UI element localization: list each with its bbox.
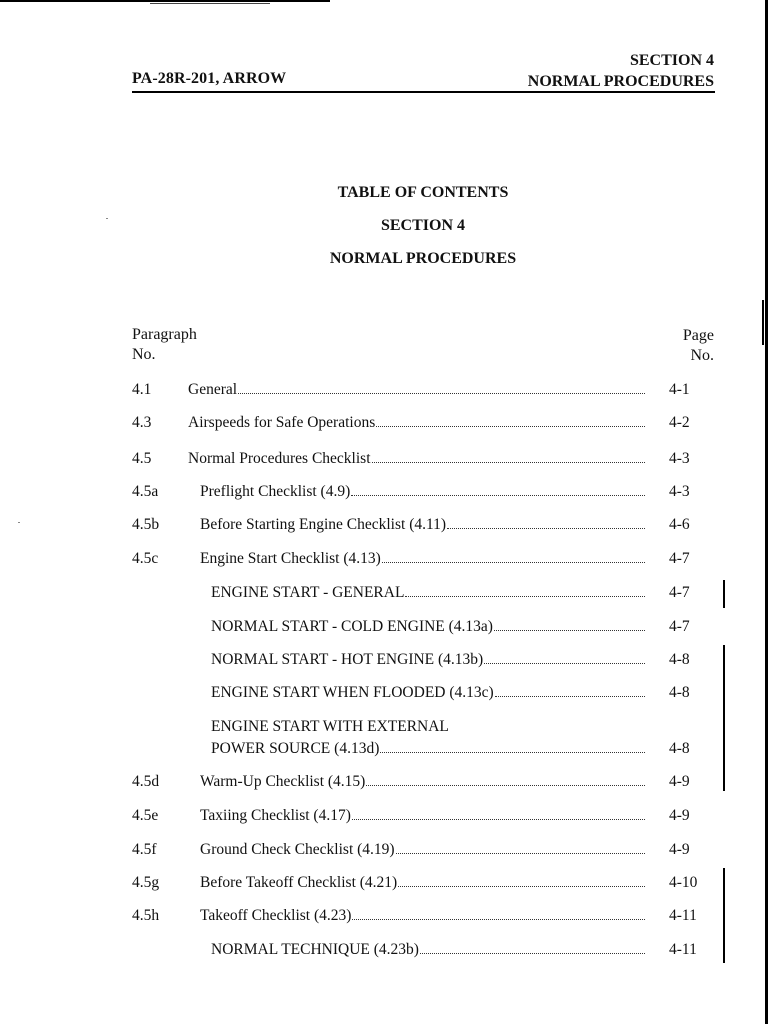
- entry-number: 4.5b: [132, 516, 160, 533]
- column-header-page-line2: No.: [690, 347, 714, 364]
- entry-page: 4-7: [669, 550, 690, 567]
- entry-page: 4-11: [669, 907, 697, 924]
- scan-edge-line: [150, 3, 270, 4]
- entry-title-leader: [200, 807, 648, 825]
- revision-bar: [723, 645, 725, 791]
- entry-number: 4.5c: [132, 550, 159, 567]
- scan-edge-line: [0, 0, 330, 2]
- entry-title: Before Takeoff Checklist (4.21): [200, 874, 398, 891]
- entry-title-leader: [200, 907, 648, 925]
- toc-entry[interactable]: [0, 684, 768, 708]
- dot-leader: [396, 853, 645, 854]
- toc-entry[interactable]: [0, 907, 768, 931]
- entry-title-leader: [211, 941, 648, 959]
- entry-title: Warm-Up Checklist (4.15): [200, 773, 366, 790]
- toc-entry[interactable]: [0, 450, 768, 474]
- entry-page: 4-7: [669, 618, 690, 635]
- entry-number: 4.3: [132, 414, 152, 431]
- header-rule: [132, 91, 715, 93]
- dot-leader: [420, 953, 645, 954]
- entry-number: 4.5e: [132, 807, 159, 824]
- entry-title: NORMAL START - HOT ENGINE (4.13b): [211, 651, 484, 668]
- toc-entry[interactable]: [0, 516, 768, 540]
- entry-title: Ground Check Checklist (4.19): [200, 841, 395, 858]
- entry-page: 4-3: [669, 483, 690, 500]
- header-section-number: SECTION 4: [629, 52, 714, 69]
- entry-page: 4-9: [669, 807, 690, 824]
- dot-leader: [447, 528, 645, 529]
- dot-leader: [484, 663, 645, 664]
- entry-title: Takeoff Checklist (4.23): [200, 907, 352, 924]
- dot-leader: [398, 886, 645, 887]
- entry-page: 4-10: [669, 874, 698, 891]
- column-header-page: [683, 326, 714, 366]
- header-model: PA-28R-201, ARROW: [132, 70, 287, 87]
- entry-title: General: [188, 381, 238, 398]
- entry-page: 4-3: [669, 450, 690, 467]
- entry-title-leader: [188, 381, 648, 399]
- toc-title: TABLE OF CONTENTS: [337, 184, 509, 201]
- scan-edge-line: [762, 300, 764, 345]
- entry-title-leader: [200, 550, 648, 568]
- toc-entry[interactable]: [0, 483, 768, 507]
- toc-entry[interactable]: [0, 381, 768, 405]
- dot-leader: [376, 426, 645, 427]
- toc-entry[interactable]: [0, 807, 768, 831]
- entry-title-leader: [211, 740, 648, 758]
- entry-title-leader: [200, 516, 648, 534]
- header-section: [528, 50, 714, 92]
- revision-bar: [723, 868, 725, 963]
- toc-entry[interactable]: [0, 584, 768, 608]
- toc-subtitle: NORMAL PROCEDURES: [329, 250, 517, 267]
- entry-page: 4-9: [669, 773, 690, 790]
- entry-page: 4-8: [669, 651, 690, 668]
- dot-leader: [352, 819, 645, 820]
- entry-title-leader: [200, 773, 648, 791]
- entry-title: Before Starting Engine Checklist (4.11): [200, 516, 447, 533]
- toc-entry[interactable]: [0, 773, 768, 797]
- dot-leader: [351, 495, 645, 496]
- entry-title-leader: [188, 450, 648, 468]
- column-header-paragraph: [132, 325, 197, 365]
- toc-entry[interactable]: [0, 841, 768, 865]
- revision-bar: [723, 580, 725, 608]
- entry-page: 4-11: [669, 941, 697, 958]
- entry-page: 4-8: [669, 684, 690, 701]
- toc-entry[interactable]: [0, 718, 768, 766]
- toc-entry[interactable]: [0, 651, 768, 675]
- entry-title: ENGINE START WHEN FLOODED (4.13c): [211, 684, 494, 701]
- toc-entry[interactable]: [0, 414, 768, 438]
- dot-leader: [238, 393, 645, 394]
- toc-entry[interactable]: [0, 874, 768, 898]
- entry-title-leader: [188, 414, 648, 432]
- entry-number: 4.5d: [132, 773, 160, 790]
- entry-page: 4-1: [669, 381, 690, 398]
- toc-entry[interactable]: [0, 618, 768, 642]
- entry-title-line1: ENGINE START WITH EXTERNAL: [211, 718, 449, 735]
- dot-leader: [405, 596, 645, 597]
- toc-section: SECTION 4: [380, 217, 466, 234]
- entry-title: ENGINE START - GENERAL: [211, 584, 405, 601]
- dot-leader: [366, 785, 645, 786]
- entry-title: Preflight Checklist (4.9): [200, 483, 351, 500]
- entry-title-leader: [200, 841, 648, 859]
- entry-title: NORMAL TECHNIQUE (4.23b): [211, 941, 419, 958]
- entry-title-leader: [200, 874, 648, 892]
- entry-title-leader: [200, 483, 648, 501]
- column-header-page-line1: Page: [682, 327, 714, 344]
- entry-title-leader: [211, 684, 648, 702]
- entry-page: 4-9: [669, 841, 690, 858]
- entry-title-leader: [211, 651, 648, 669]
- entry-number: 4.1: [132, 381, 152, 398]
- dot-leader: [495, 696, 645, 697]
- entry-title-leader: [211, 584, 648, 602]
- entry-title: NORMAL START - COLD ENGINE (4.13a): [211, 618, 493, 635]
- dot-leader: [372, 462, 645, 463]
- entry-page: 4-6: [669, 516, 690, 533]
- toc-entry[interactable]: [0, 941, 768, 965]
- entry-page: 4-8: [669, 740, 690, 757]
- entry-title: POWER SOURCE (4.13d): [211, 740, 380, 757]
- dot-leader: [380, 752, 645, 753]
- entry-title: Taxiing Checklist (4.17): [200, 807, 351, 824]
- entry-title: Normal Procedures Checklist: [188, 450, 371, 467]
- entry-title-leader: [211, 618, 648, 636]
- entry-number: 4.5h: [132, 907, 160, 924]
- toc-entry[interactable]: [0, 550, 768, 574]
- dot-leader: [352, 919, 645, 920]
- header-section-title: NORMAL PROCEDURES: [527, 73, 714, 90]
- entry-title: Engine Start Checklist (4.13): [200, 550, 381, 567]
- entry-number: 4.5f: [132, 841, 157, 858]
- dot-leader: [382, 562, 645, 563]
- dot-leader: [494, 630, 645, 631]
- entry-number: 4.5: [132, 450, 152, 467]
- column-header-paragraph-line1: Paragraph: [132, 326, 197, 343]
- column-header-paragraph-line2: No.: [132, 346, 156, 363]
- entry-page: 4-2: [669, 414, 690, 431]
- entry-page: 4-7: [669, 584, 690, 601]
- entry-title: Airspeeds for Safe Operations: [188, 414, 376, 431]
- entry-number: 4.5g: [132, 874, 160, 891]
- entry-number: 4.5a: [132, 483, 159, 500]
